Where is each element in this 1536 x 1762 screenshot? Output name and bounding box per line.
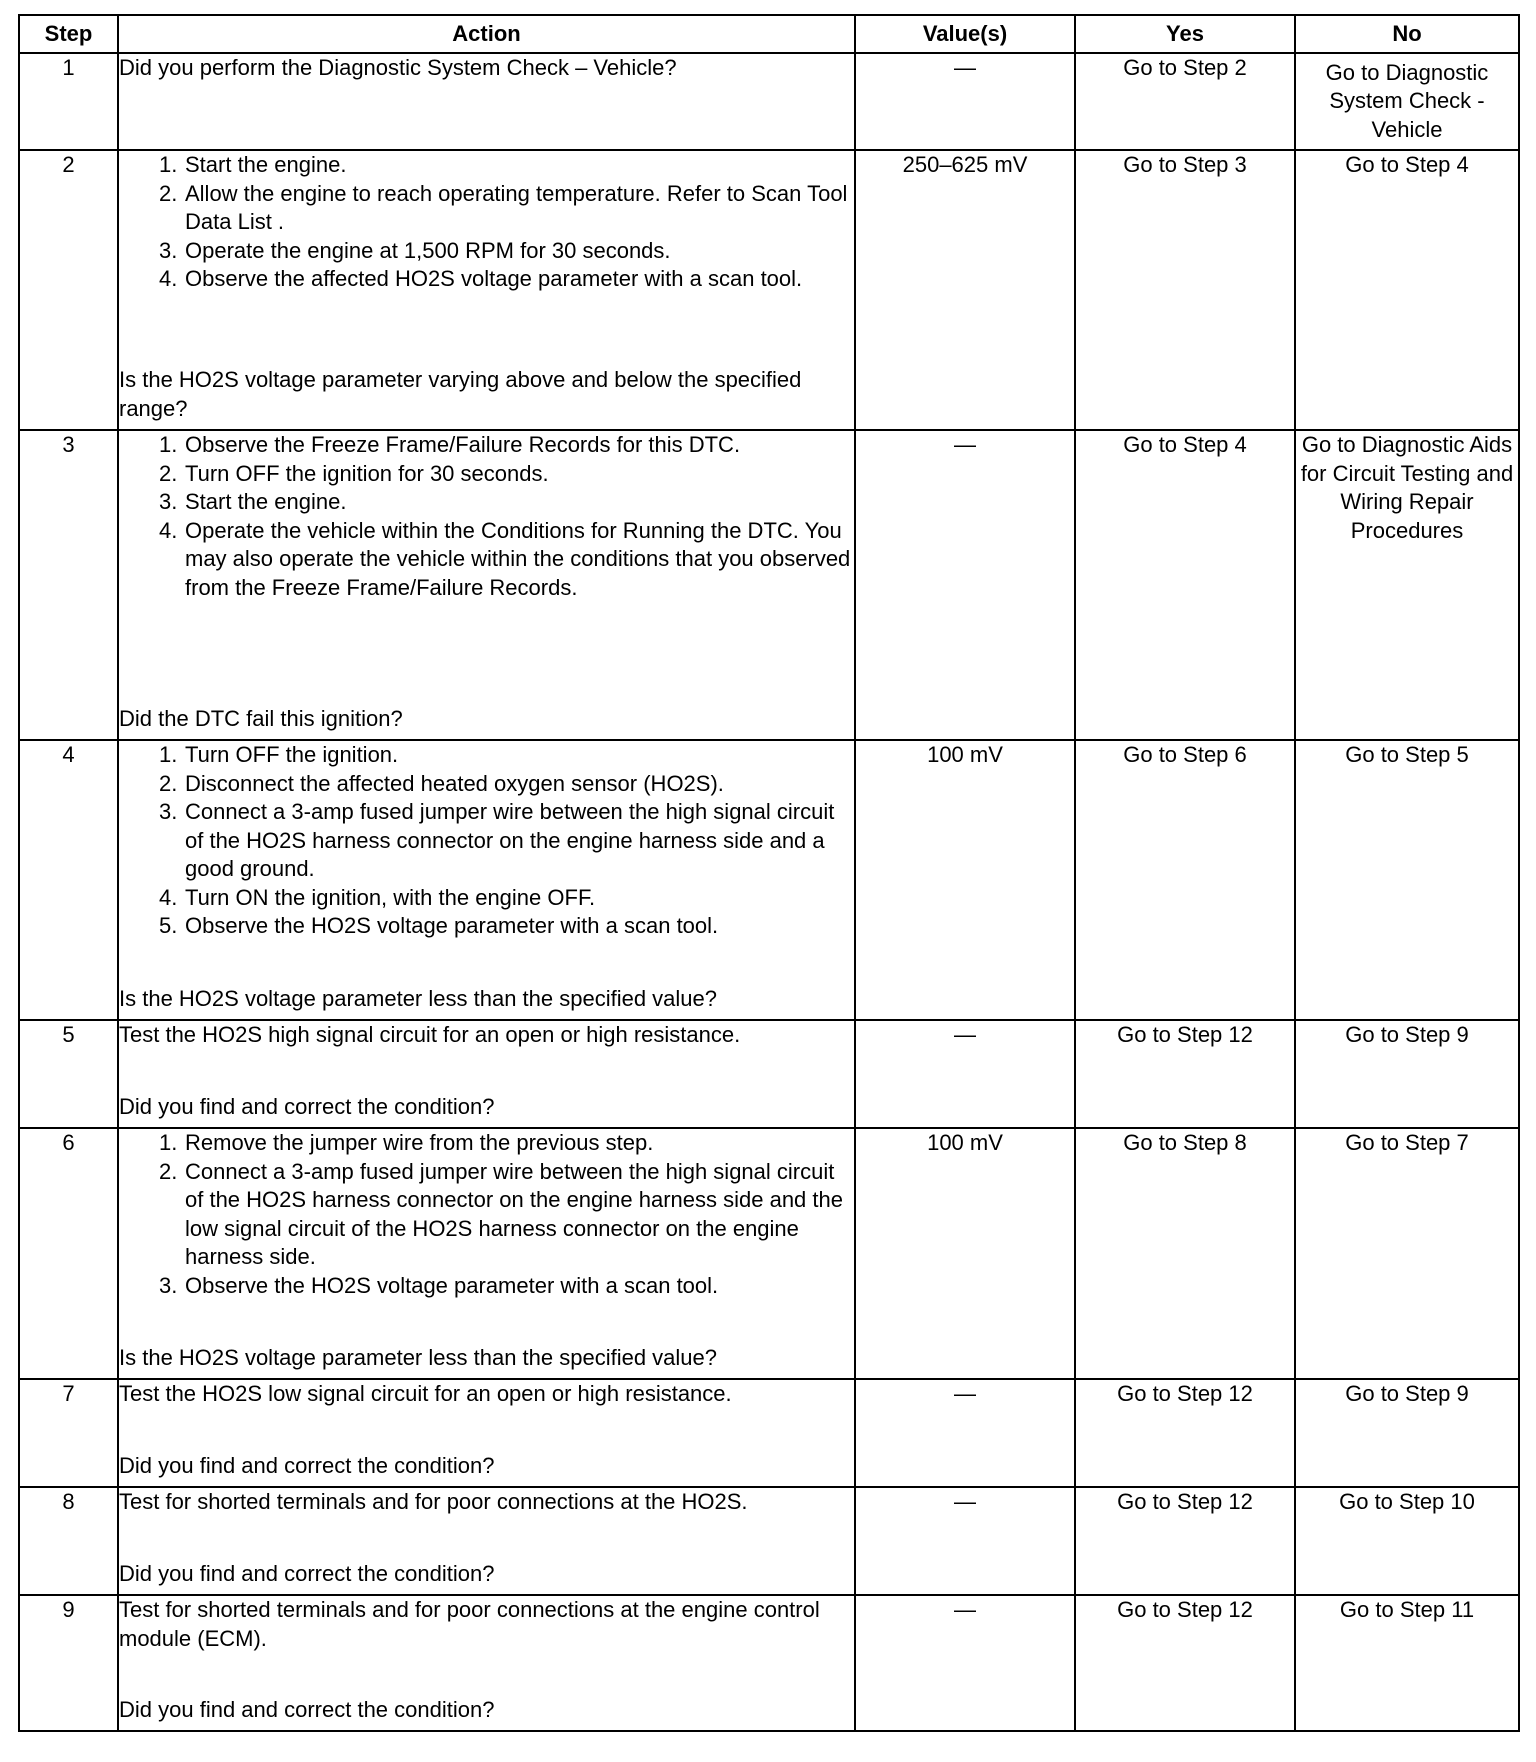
question-text: Did you find and correct the condition? <box>119 1452 495 1478</box>
diagnostic-table <box>18 14 1520 1732</box>
list-item: 3. Observe the HO2S voltage parameter with a scan tool. <box>159 1272 719 1298</box>
header-action: Action <box>118 15 855 53</box>
action-text: Test the HO2S low signal circuit for an open or high resistance. <box>119 1381 732 1406</box>
list-item: 3. Connect a 3-amp fused jumper wire between the high signal circuit of the HO2S harness connector on the engine harness side and a good ground. <box>159 799 835 881</box>
substep-list <box>119 1129 854 1300</box>
list-item: 2. Allow the engine to reach operating temperature. Refer to Scan Tool Data List . <box>159 180 848 234</box>
list-item: 5. Observe the HO2S voltage parameter with a scan tool. <box>159 913 719 938</box>
header-values: Value(s) <box>855 15 1075 53</box>
list-item: 2. Connect a 3-amp fused jumper wire between the high signal circuit of the HO2S harness connector on the engine harness side and the low signal circuit of the HO2S harness connector on the engine harness side. <box>159 1158 843 1269</box>
action-cell <box>118 1595 855 1731</box>
table-row <box>19 740 1519 1020</box>
action-text: Test for shorted terminals and for poor connections at the engine control module (ECM). <box>119 1597 820 1651</box>
action-cell <box>118 150 855 430</box>
no-cell: Go to Step 5 <box>1295 740 1519 1020</box>
list-item: 1. Start the engine. <box>159 152 347 177</box>
table-row <box>19 1487 1519 1595</box>
list-item: 4. Turn ON the ignition, with the engine OFF. <box>159 884 596 910</box>
question-text: Is the HO2S voltage parameter varying above and below the specified range? <box>119 367 802 421</box>
yes-cell: Go to Step 12 <box>1075 1487 1295 1595</box>
yes-cell: Go to Step 3 <box>1075 150 1295 430</box>
value-cell: — <box>855 1379 1075 1487</box>
question-text: Did you find and correct the condition? <box>119 1093 495 1119</box>
yes-cell: Go to Step 6 <box>1075 740 1295 1020</box>
list-item: 3. Start the engine. <box>159 489 347 514</box>
table-row <box>19 1128 1519 1379</box>
list-item: 1. Observe the Freeze Frame/Failure Records for this DTC. <box>159 432 741 457</box>
value-cell: 100 mV <box>855 740 1075 1020</box>
no-cell: Go to Step 9 <box>1295 1020 1519 1128</box>
step-number: 8 <box>19 1487 118 1595</box>
yes-cell: Go to Step 12 <box>1075 1020 1295 1128</box>
table-row <box>19 1020 1519 1128</box>
list-item: 2. Turn OFF the ignition for 30 seconds. <box>159 460 549 486</box>
table-row <box>19 53 1519 150</box>
question-text: Did the DTC fail this ignition? <box>119 705 403 731</box>
value-cell: — <box>855 1595 1075 1731</box>
no-cell: Go to Step 10 <box>1295 1487 1519 1595</box>
step-number: 1 <box>19 53 118 150</box>
no-cell: Go to Step 4 <box>1295 150 1519 430</box>
value-cell: — <box>855 1487 1075 1595</box>
list-item: 4. Observe the affected HO2S voltage parameter with a scan tool. <box>159 266 803 291</box>
action-cell <box>118 1487 855 1595</box>
question-text: Did you find and correct the condition? <box>119 1696 495 1722</box>
step-number: 7 <box>19 1379 118 1487</box>
table-row <box>19 430 1519 740</box>
action-text: Test the HO2S high signal circuit for an open or high resistance. <box>119 1022 741 1047</box>
action-cell <box>118 1020 855 1128</box>
list-item: 4. Operate the vehicle within the Conditions for Running the DTC. You may also operate the vehicle within the conditions that you observed from the Freeze Frame/Failure Records. <box>159 517 851 600</box>
yes-cell: Go to Step 12 <box>1075 1595 1295 1731</box>
value-cell: 100 mV <box>855 1128 1075 1379</box>
value-cell: — <box>855 53 1075 150</box>
question-text: Is the HO2S voltage parameter less than the specified value? <box>119 985 718 1011</box>
step-number: 9 <box>19 1595 118 1731</box>
list-item: 1. Remove the jumper wire from the previous step. <box>159 1130 654 1155</box>
action-text: Test for shorted terminals and for poor connections at the HO2S. <box>119 1489 748 1514</box>
yes-cell: Go to Step 4 <box>1075 430 1295 740</box>
table-row <box>19 150 1519 430</box>
yes-cell: Go to Step 12 <box>1075 1379 1295 1487</box>
no-cell: Go to Diagnostic Aids for Circuit Testing and Wiring Repair Procedures <box>1295 430 1519 740</box>
list-item: 3. Operate the engine at 1,500 RPM for 30 seconds. <box>159 237 671 263</box>
action-cell <box>118 1379 855 1487</box>
value-cell: — <box>855 430 1075 740</box>
table-row <box>19 1595 1519 1731</box>
header-step: Step <box>19 15 118 53</box>
no-cell: Go to Step 9 <box>1295 1379 1519 1487</box>
list-item: 1. Turn OFF the ignition. <box>159 742 399 767</box>
value-cell: — <box>855 1020 1075 1128</box>
step-number: 3 <box>19 430 118 740</box>
action-cell <box>118 53 855 150</box>
substep-list <box>119 741 854 941</box>
header-yes: Yes <box>1075 15 1295 53</box>
question-text: Did you find and correct the condition? <box>119 1560 495 1586</box>
value-cell: 250–625 mV <box>855 150 1075 430</box>
step-number: 5 <box>19 1020 118 1128</box>
step-number: 6 <box>19 1128 118 1379</box>
action-text: Did you perform the Diagnostic System Check – Vehicle? <box>119 55 677 80</box>
table-row <box>19 1379 1519 1487</box>
action-cell <box>118 1128 855 1379</box>
question-text: Is the HO2S voltage parameter less than the specified value? <box>119 1344 718 1370</box>
no-cell: Go to Diagnostic System Check - Vehicle <box>1295 53 1519 150</box>
step-number: 4 <box>19 740 118 1020</box>
substep-list <box>119 151 854 294</box>
no-cell: Go to Step 7 <box>1295 1128 1519 1379</box>
header-row <box>19 15 1519 53</box>
list-item: 2. Disconnect the affected heated oxygen sensor (HO2S). <box>159 770 724 796</box>
yes-cell: Go to Step 8 <box>1075 1128 1295 1379</box>
header-no: No <box>1295 15 1519 53</box>
no-cell: Go to Step 11 <box>1295 1595 1519 1731</box>
action-cell <box>118 430 855 740</box>
substep-list <box>119 431 854 602</box>
action-cell <box>118 740 855 1020</box>
step-number: 2 <box>19 150 118 430</box>
yes-cell: Go to Step 2 <box>1075 53 1295 150</box>
